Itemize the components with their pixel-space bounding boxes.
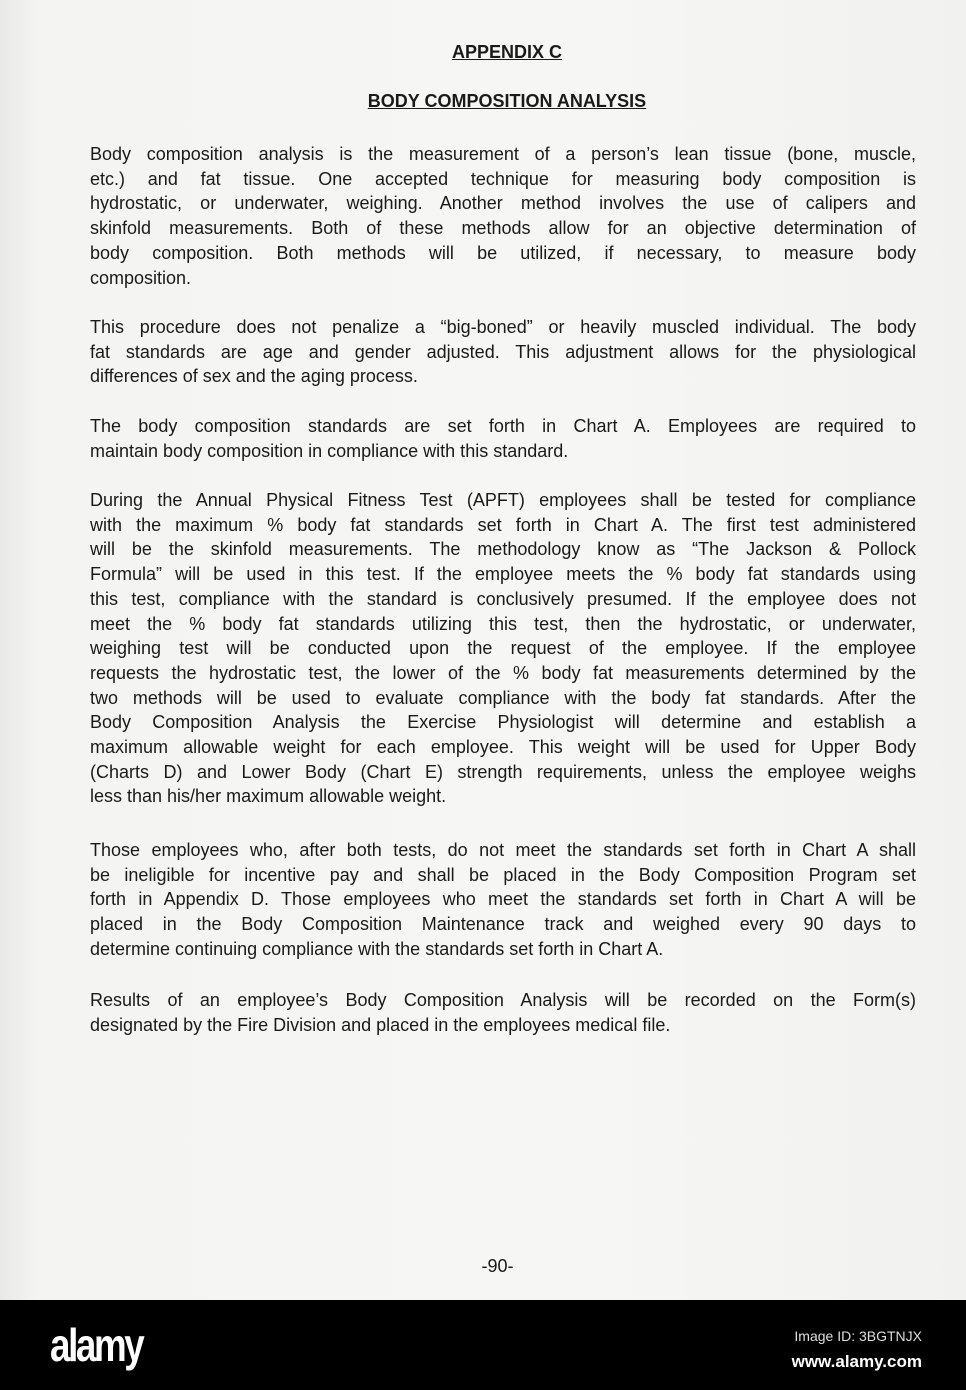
text-line: maximum allowable weight for each employee. This weight will be used for Upper Body — [90, 737, 916, 758]
text-line: hydrostatic, or underwater, weighing. Another method involves the use of calipers and — [90, 193, 916, 214]
paragraph — [90, 142, 916, 290]
text-line: Those employees who, after both tests, do not meet the standards set forth in Chart A shall — [90, 840, 916, 860]
text-line: (Charts D) and Lower Body (Chart E) strength requirements, unless the employee weighs — [90, 761, 916, 782]
text-line: composition. — [90, 267, 192, 288]
text-line: requests the hydrostatic test, the lower of the % body fat measurements determined by the — [90, 662, 916, 683]
paragraph — [90, 988, 916, 1037]
image-id: Image ID: 3BGTNJX — [794, 1328, 922, 1344]
appendix-title: APPENDIX C — [451, 42, 563, 62]
text-line: less than his/her maximum allowable weight. — [90, 786, 447, 807]
text-line: determine continuing compliance with the standards set forth in Chart A. — [90, 938, 664, 959]
watermark-bar — [0, 1300, 966, 1390]
text-line: Results of an employee’s Body Composition Analysis will be recorded on the Form(s) — [90, 990, 916, 1010]
text-line: Body Composition Analysis the Exercise Physiologist will determine and establish a — [90, 712, 916, 733]
text-line: designated by the Fire Division and placed in the employees medical file. — [90, 1014, 671, 1035]
paragraph — [90, 315, 916, 389]
text-line: will be the skinfold measurements. The methodology know as “The Jackson & Pollock — [90, 539, 916, 560]
text-line: maintain body composition in compliance with this standard. — [90, 440, 569, 461]
text-line: differences of sex and the aging process. — [90, 366, 418, 387]
text-line: fat standards are age and gender adjusted. This adjustment allows for the physiological — [90, 341, 916, 362]
text-line: meet the % body fat standards utilizing this test, then the hydrostatic, or underwater, — [90, 613, 916, 634]
page-number: -90- — [481, 1256, 514, 1276]
text-line: Formula” will be used in this test. If the employee meets the % body fat standards using — [90, 564, 916, 585]
text-line: two methods will be used to evaluate compliance with the body fat standards. After the — [90, 687, 916, 708]
section-title: BODY COMPOSITION ANALYSIS — [367, 91, 647, 111]
alamy-logo: alamy — [50, 1319, 143, 1371]
paragraph — [90, 488, 916, 809]
text-line: forth in Appendix D. Those employees who meet the standards set forth in Chart A will be — [90, 889, 916, 910]
site-url: www.alamy.com — [791, 1352, 922, 1371]
paragraph — [90, 414, 916, 463]
text-line: with the maximum % body fat standards set forth in Chart A. The first test administered — [90, 514, 916, 535]
text-line: This procedure does not penalize a “big-boned” or heavily muscled individual. The body — [90, 317, 916, 337]
text-line: placed in the Body Composition Maintenance track and weighed every 90 days to — [90, 914, 916, 935]
text-line: The body composition standards are set forth in Chart A. Employees are required to — [90, 416, 916, 436]
text-line: this test, compliance with the standard is conclusively presumed. If the employee does not — [90, 588, 916, 609]
text-line: During the Annual Physical Fitness Test (APFT) employees shall be tested for compliance — [90, 490, 916, 510]
text-line: weighing test will be conducted upon the request of the employee. If the employee — [90, 638, 916, 659]
text-line: Body composition analysis is the measurement of a person’s lean tissue (bone, muscle, — [90, 144, 916, 164]
text-line: skinfold measurements. Both of these methods allow for an objective determination of — [90, 218, 916, 239]
paragraph — [90, 838, 916, 962]
text-line: etc.) and fat tissue. One accepted technique for measuring body composition is — [90, 168, 916, 189]
text-line: body composition. Both methods will be utilized, if necessary, to measure body — [90, 242, 916, 263]
text-line: be ineligible for incentive pay and shall be placed in the Body Composition Program set — [90, 864, 916, 885]
